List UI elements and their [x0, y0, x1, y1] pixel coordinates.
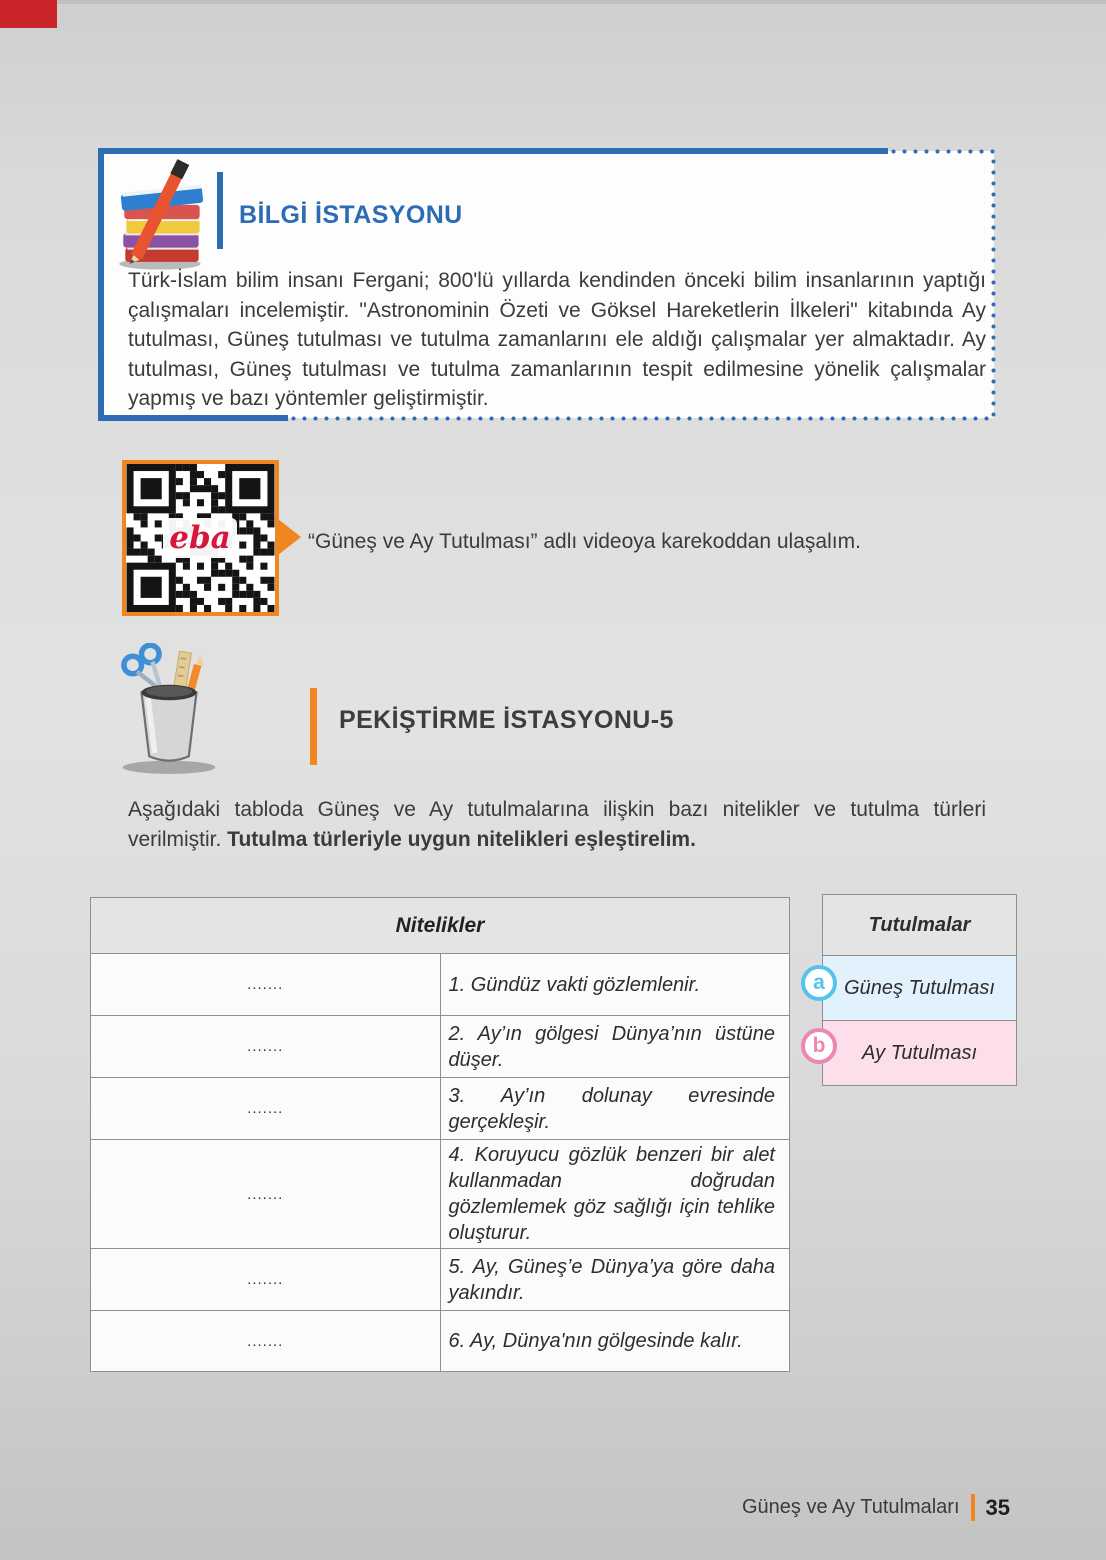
answer-blank-6[interactable]: ....... [91, 1311, 441, 1372]
info-station-paragraph: Türk-İslam bilim insanı Fergani; 800'lü yıllarda kendinden önceki bilim insanlarının yaptığı çalışmaları incelemiştir. "Astronominin Özeti ve Göksel Hareketlerin İlkeleri" kitabında Ay tutulması, Güneş tutulması ve tutulma zamanlarını ele aldığı çalışmalar yer almaktadır. Ay tutulması, Güneş tutulması ve tutulma zamanlarının tespit edilmesine yönelik çalışmalar yapmış ve bazı yöntemler geliştirmiştir. [128, 269, 986, 410]
info-title-accent-bar [217, 172, 223, 249]
eclipse-types-table [822, 894, 1017, 1086]
quality-item-2: 2. Ay’ın gölgesi Dünya’nın üstüne düşer. [440, 1016, 790, 1078]
qr-caption: “Güneş ve Ay Tutulması” adlı videoya karekoddan ulaşalım. [308, 530, 861, 553]
intro-bold-text: Tutulma türleriyle uygun nitelikleri eşleştirelim. [227, 827, 696, 851]
footer-chapter-title: Güneş ve Ay Tutulmaları [741, 1496, 960, 1518]
option-a-badge: a [801, 965, 837, 1001]
quality-item-4: 4. Koruyucu gözlük benzeri bir alet kullanmadan doğrudan gözlemlemek göz sağlığı için tehlike oluşturur. [440, 1140, 790, 1249]
eclipse-table-header: Tutulmalar [823, 895, 1017, 956]
eclipse-option-a: Güneş Tutulması [823, 956, 1017, 1021]
quality-item-3: 3. Ay’ın dolunay evresinde gerçekleşir. [440, 1078, 790, 1140]
answer-blank-4[interactable]: ....... [91, 1140, 441, 1249]
answer-blank-1[interactable]: ....... [91, 954, 441, 1016]
answer-blank-2[interactable]: ....... [91, 1016, 441, 1078]
info-box-dotted-top [888, 149, 996, 154]
answer-blank-5[interactable]: ....... [91, 1249, 441, 1311]
quality-item-5: 5. Ay, Güneş’e Dünya’ya göre daha yakındır. [440, 1249, 790, 1311]
arrow-right-icon [278, 519, 301, 555]
info-station-title: BİLGİ İSTASYONU [239, 201, 463, 229]
answer-blank-3[interactable]: ....... [91, 1078, 441, 1140]
info-box-border-top [98, 148, 888, 154]
eba-logo: eba [163, 518, 237, 558]
intro-normal-text: Aşağıdaki tabloda Güneş ve Ay tutulmalarına ilişkin bazı nitelikler ve tutulma türleri verilmiştir. [128, 798, 986, 851]
quality-item-1: 1. Gündüz vakti gözlemlenir. [440, 954, 790, 1016]
eclipse-option-b: Ay Tutulması [823, 1021, 1017, 1086]
table-row [91, 1078, 790, 1140]
info-box-border-left [98, 148, 104, 421]
corner-red-marker [0, 0, 57, 28]
qualities-table [90, 897, 790, 1372]
qualities-table-header: Nitelikler [91, 898, 790, 954]
reinforcement-intro [128, 795, 986, 854]
info-box-dotted-right [991, 156, 996, 418]
info-box-border-bottom-left [98, 415, 288, 421]
table-row [91, 1140, 790, 1249]
table-row [91, 954, 790, 1016]
quality-item-6: 6. Ay, Dünya'nın gölgesinde kalır. [440, 1311, 790, 1372]
books-pencil-icon [113, 158, 215, 270]
page-top-edge [0, 0, 1106, 4]
qr-code[interactable] [122, 460, 279, 616]
option-b-badge: b [801, 1028, 837, 1064]
table-row [91, 1249, 790, 1311]
pencil-cup-icon [103, 643, 235, 775]
page-footer [660, 1494, 1010, 1521]
table-row [91, 1016, 790, 1078]
reinforcement-station-title: PEKİŞTİRME İSTASYONU-5 [339, 706, 674, 734]
reinforcement-title-accent-bar [310, 688, 317, 765]
footer-page-number: 35 [985, 1494, 1010, 1520]
info-box-dotted-bottom [288, 416, 994, 421]
footer-divider-bar [971, 1494, 975, 1521]
table-row [91, 1311, 790, 1372]
